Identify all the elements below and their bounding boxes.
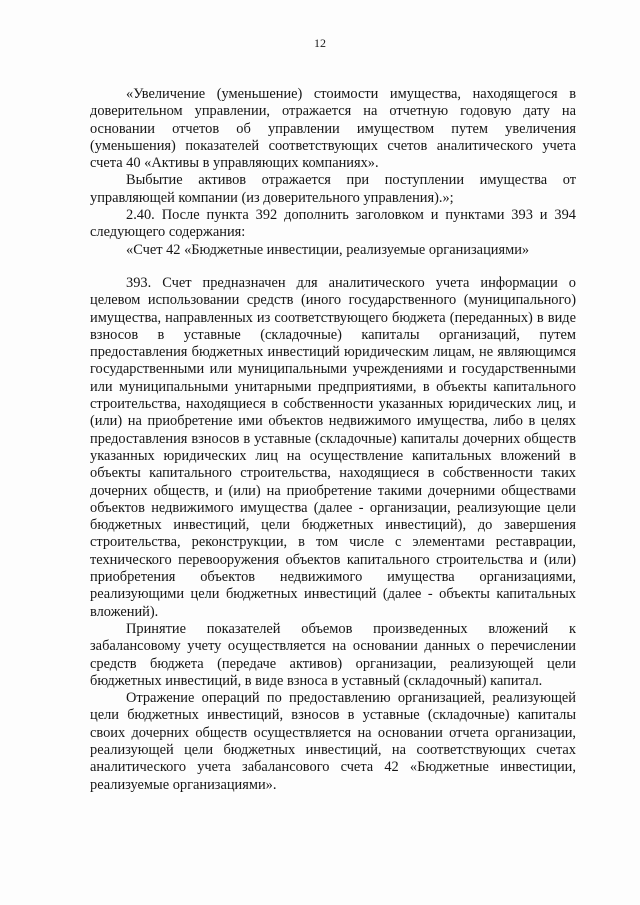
paragraph-asset-disposal: Выбытие активов отражается при поступлении имущества от управляющей компании (из доверительного управления).»; xyxy=(90,172,576,206)
page-number: 12 xyxy=(314,36,326,50)
paragraph-amendment-2-40: 2.40. После пункта 392 дополнить заголовком и пунктами 393 и 394 следующего содержания: xyxy=(90,207,576,241)
paragraph-acceptance: Принятие показателей объемов произведенных вложений к забалансовому учету осуществляется на основании данных о перечислении средств бюджета (передаче активов) организации, реализующей цели бюджетных инвестиций, в виде взноса в уставный (складочный) капитал. xyxy=(90,620,576,689)
document-body xyxy=(90,86,576,794)
paragraph-asset-value-change: «Увеличение (уменьшение) стоимости имущества, находящегося в доверительном управлении, отражается на отчетную годовую дату на основании отчетов об управлении имуществом путем увеличения (уменьшения) показателей соответствующих счетов аналитического учета счета 40 «Активы в управляющих компаниях». xyxy=(90,86,576,172)
paragraph-393: 393. Счет предназначен для аналитического учета информации о целевом использовании средств (иного государственного (муниципального) имущества, направленных из соответствующего бюджета (переданных) в виде взносов в уставные (складочные) капиталы организаций, путем предоставления бюджетных инвестиций юридическим лицам, не являющимся государственными или муниципальными учреждениями и государственными или муниципальными унитарными предприятиями, в объекты капитального строительства, находящиеся в собственности указанных юридических лиц, и (или) на приобретение ими объектов недвижимого имущества, либо в целях предоставления взносов в уставные (складочные) капиталы дочерних обществ указанных юридических лиц на осуществление капитальных вложений в объекты капитального строительства, находящиеся в собственности таких дочерних обществ, и (или) на приобретение такими дочерними обществами объектов недвижимого имущества (далее - организации, реализующие цели бюджетных инвестиций, цели бюджетных инвестиций), до завершения строительства, реконструкции, в том числе с элементами реставрации, технического перевооружения объектов капитального строительства и (или) приобретения объектов недвижимого имущества организациями, реализующими цели бюджетных инвестиций (далее - объекты капитальных вложений). xyxy=(90,274,576,620)
paragraph-reflection: Отражение операций по предоставлению организацией, реализующей цели бюджетных инвестиций, взносов в уставные (складочные) капиталы своих дочерних обществ осуществляется на основании отчета организации, реализующей цели бюджетных инвестиций, на соответствующих счетах аналитического учета забалансового счета 42 «Бюджетные инвестиции, реализуемые организациями». xyxy=(90,690,576,793)
account-42-heading: «Счет 42 «Бюджетные инвестиции, реализуемые организациями» xyxy=(126,241,530,258)
